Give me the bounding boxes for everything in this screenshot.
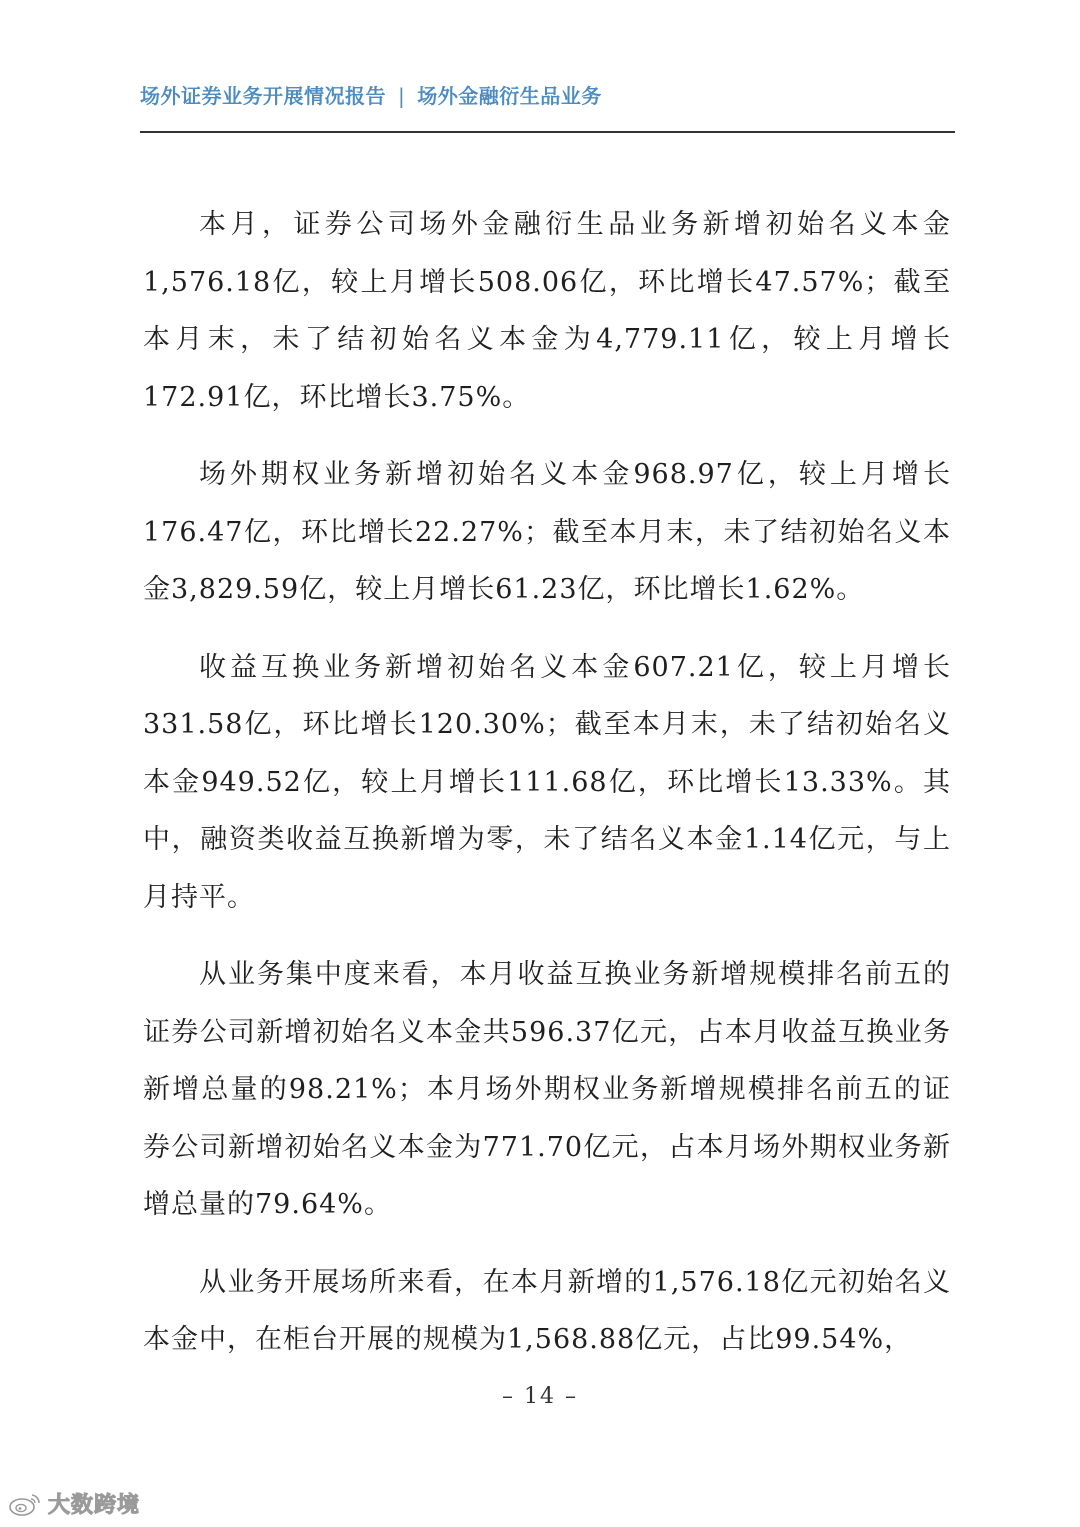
page-header bbox=[140, 80, 602, 109]
weibo-logo-icon bbox=[8, 1491, 42, 1517]
paragraph-total-return-swaps: 收益互换业务新增初始名义本金607.21亿，较上月增长331.58亿，环比增长120.30%；截至本月末，未了结初始名义本金949.52亿，较上月增长111.68亿，环比增长13.33%。其中，融资类收益互换新增为零，未了结名义本金1.14亿元，与上月持平。 bbox=[143, 651, 951, 913]
header-divider bbox=[140, 131, 955, 133]
page-number: – 14 – bbox=[502, 1384, 578, 1409]
paragraph-otc-options: 场外期权业务新增初始名义本金968.97亿，较上月增长176.47亿，环比增长22.27%；截至本月末，未了结初始名义本金3,829.59亿，较上月增长61.23亿，环比增长1.62%。 bbox=[143, 459, 951, 605]
watermark bbox=[8, 1488, 140, 1519]
watermark-text: 大数跨境 bbox=[48, 1493, 141, 1518]
document-body bbox=[143, 196, 951, 1389]
section-title: 场外金融衍生品业务 bbox=[417, 84, 602, 108]
header-separator: | bbox=[398, 84, 406, 108]
paragraph-derivatives-overview: 本月，证券公司场外金融衍生品业务新增初始名义本金1,576.18亿，较上月增长508.06亿，环比增长47.57%；截至本月末，未了结初始名义本金为4,779.11亿，较上月增长172.91亿，环比增长3.75%。 bbox=[143, 209, 951, 413]
report-title: 场外证券业务开展情况报告 bbox=[140, 84, 386, 108]
paragraph-venue: 从业务开展场所来看，在本月新增的1,576.18亿元初始名义本金中，在柜台开展的规模为1,568.88亿元，占比99.54%， bbox=[143, 1266, 951, 1355]
paragraph-concentration: 从业务集中度来看，本月收益互换业务新增规模排名前五的证券公司新增初始名义本金共596.37亿元，占本月收益互换业务新增总量的98.21%；本月场外期权业务新增规模排名前五的证券公司新增初始名义本金为771.70亿元，占本月场外期权业务新增总量的79.64%。 bbox=[143, 959, 951, 1220]
